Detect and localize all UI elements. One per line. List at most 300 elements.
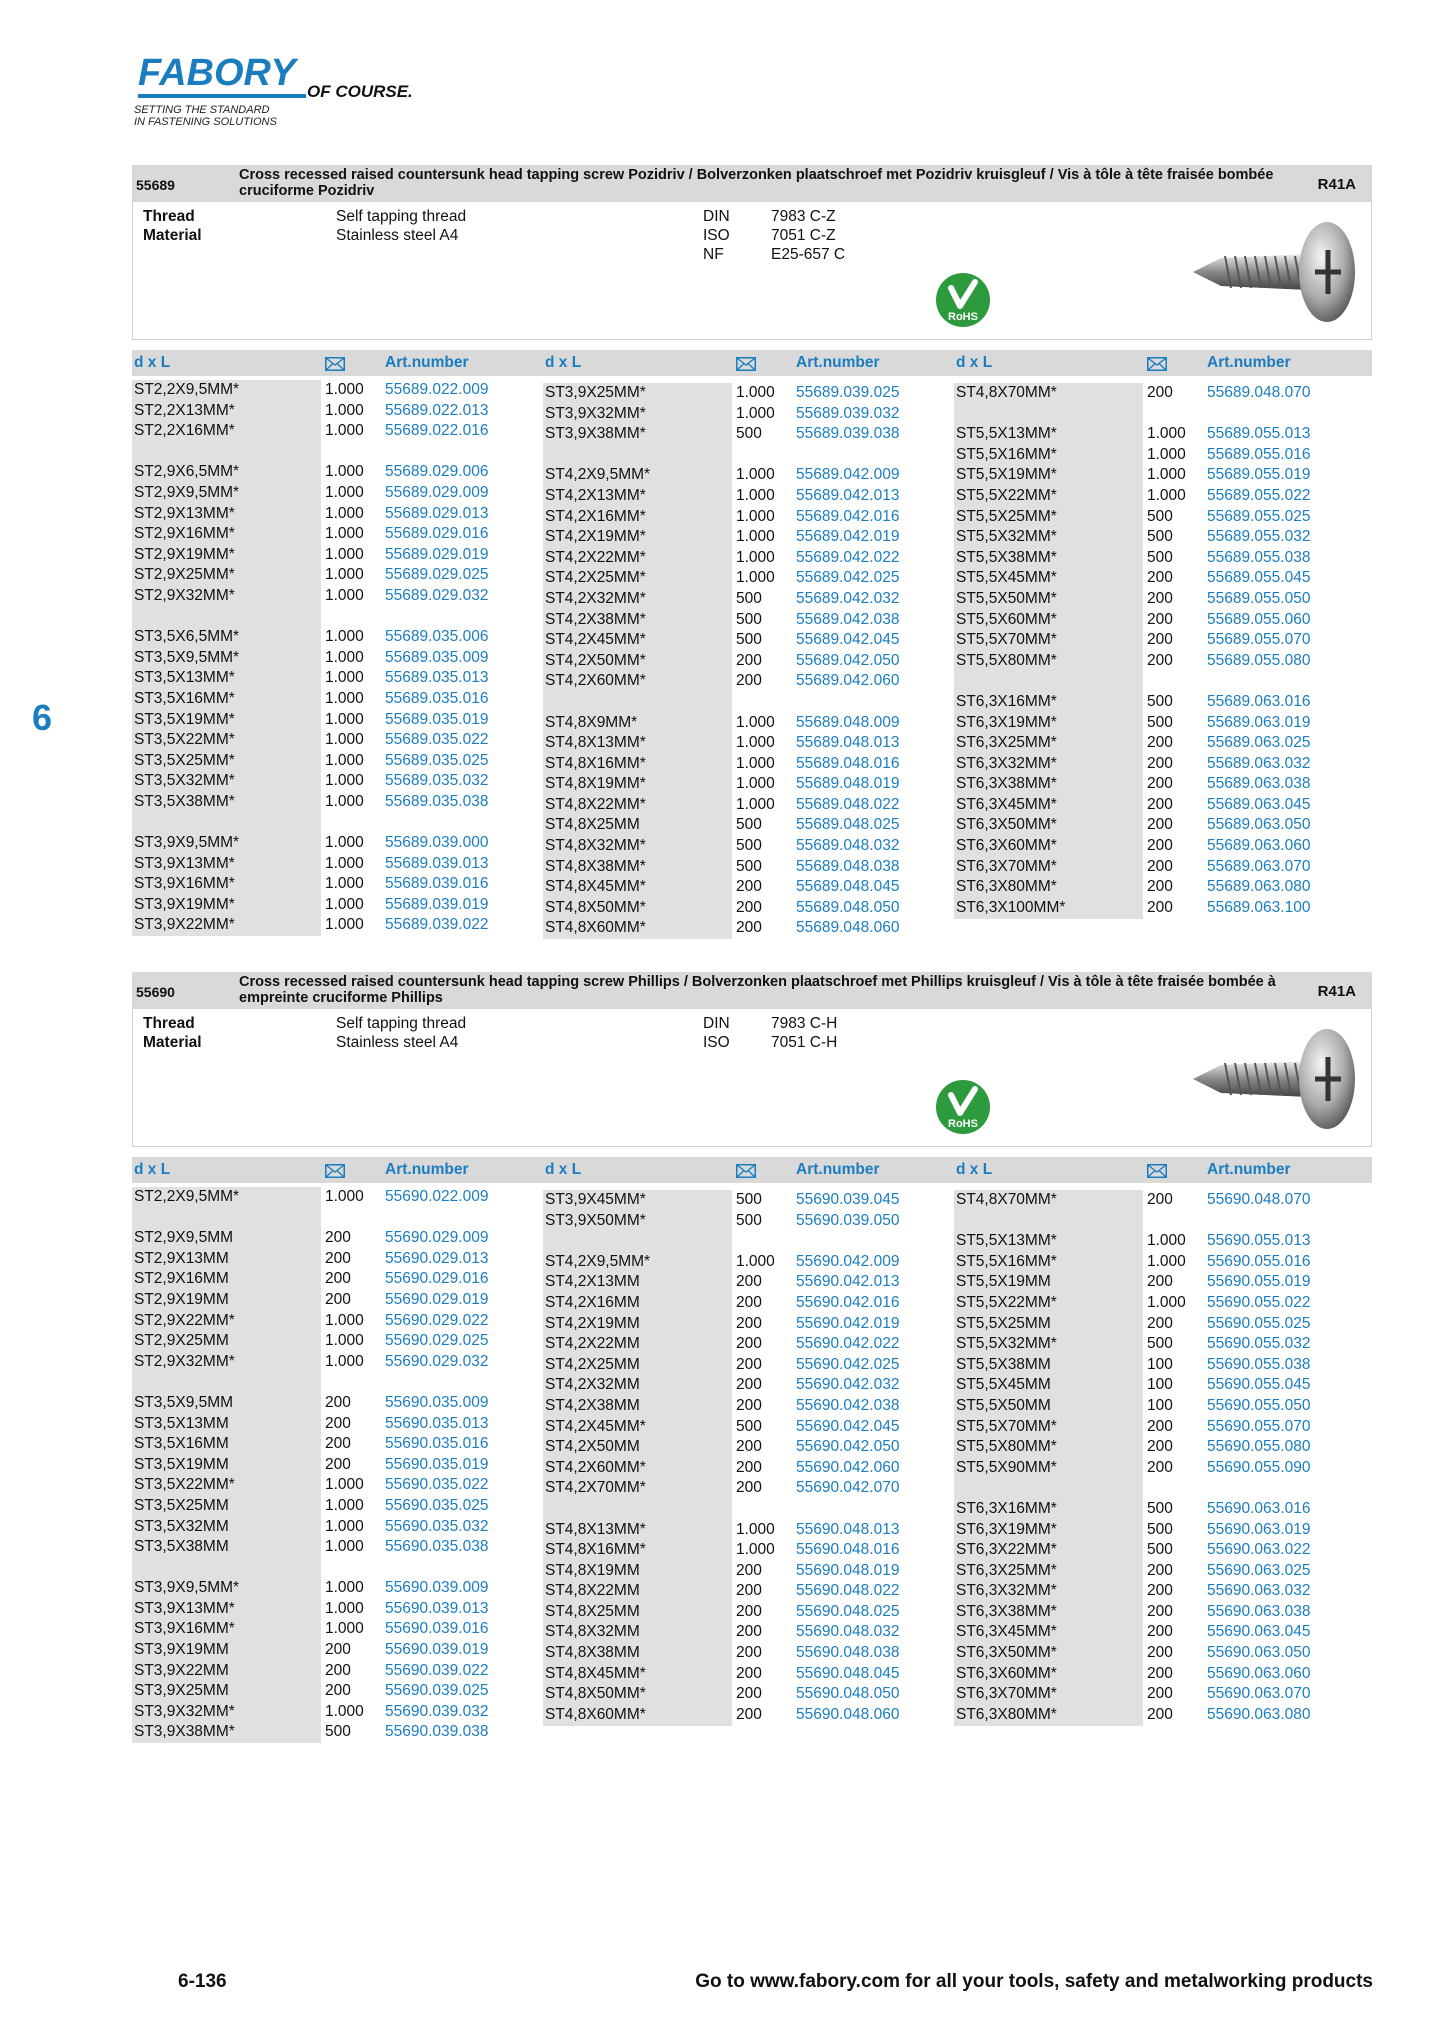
art-number-link[interactable]: 55689.042.032 — [796, 589, 900, 607]
art-number-link[interactable]: 55690.063.038 — [1207, 1602, 1311, 1620]
table-row — [954, 1252, 1365, 1273]
size-cell: ST6,3X32MM* — [956, 1582, 1057, 1600]
art-number-link[interactable]: 55689.055.032 — [1207, 528, 1311, 546]
art-number-link[interactable]: 55689.063.019 — [1207, 713, 1311, 731]
art-number-link[interactable]: 55690.035.038 — [385, 1538, 489, 1556]
product-header — [132, 165, 1372, 202]
table-row — [132, 1722, 543, 1743]
art-number-link[interactable]: 55690.048.050 — [796, 1685, 900, 1703]
art-number-link[interactable]: 55690.063.022 — [1207, 1541, 1311, 1559]
table-row — [132, 1455, 543, 1476]
art-number-link[interactable]: 55689.063.025 — [1207, 734, 1311, 752]
quantity-cell: 200 — [1147, 1664, 1173, 1682]
size-cell: ST4,8X32MM — [545, 1623, 640, 1641]
size-cell: ST5,5X19MM* — [956, 466, 1057, 484]
table-header — [132, 350, 1372, 376]
art-number-link[interactable]: 55689.035.019 — [385, 710, 489, 728]
material-label: Material — [143, 1034, 202, 1051]
quantity-cell: 200 — [736, 1273, 762, 1291]
size-cell: ST3,5X13MM* — [134, 669, 235, 687]
quantity-cell: 500 — [736, 589, 762, 607]
package-icon — [325, 357, 345, 376]
art-number-link[interactable]: 55690.035.025 — [385, 1496, 489, 1514]
quantity-cell: 200 — [1147, 1602, 1173, 1620]
art-number-link[interactable]: 55690.029.032 — [385, 1352, 489, 1370]
art-number-link[interactable]: 55690.035.009 — [385, 1393, 489, 1411]
art-number-link[interactable]: 55689.042.013 — [796, 486, 900, 504]
size-cell: ST3,5X19MM* — [134, 710, 235, 728]
art-number-link[interactable]: 55689.042.038 — [796, 610, 900, 628]
art-number-link[interactable]: 55690.063.060 — [1207, 1664, 1311, 1682]
quantity-cell: 1.000 — [325, 772, 364, 790]
art-number-link[interactable]: 55689.055.025 — [1207, 507, 1311, 525]
table-row — [132, 1702, 543, 1723]
art-number-link[interactable]: 55689.055.013 — [1207, 425, 1311, 443]
table-row — [132, 421, 543, 442]
quantity-cell: 1.000 — [1147, 466, 1186, 484]
quantity-cell: 1.000 — [325, 916, 364, 934]
size-cell: ST3,5X32MM* — [134, 772, 235, 790]
size-cell: ST3,5X16MM — [134, 1435, 229, 1453]
art-number-link[interactable]: 55690.055.032 — [1207, 1335, 1311, 1353]
size-cell: ST6,3X38MM* — [956, 1602, 1057, 1620]
art-number-link[interactable]: 55690.055.025 — [1207, 1314, 1311, 1332]
art-number-link[interactable]: 55689.029.016 — [385, 525, 489, 543]
art-number-link[interactable]: 55690.055.013 — [1207, 1232, 1311, 1250]
art-number-link[interactable]: 55690.048.070 — [1207, 1191, 1311, 1208]
art-number-link[interactable]: 55690.039.032 — [385, 1702, 489, 1720]
rohs-label: RoHS — [948, 1118, 978, 1130]
art-number-link[interactable]: 55689.048.032 — [796, 837, 900, 855]
size-cell: ST4,2X19MM* — [545, 528, 646, 546]
table-column — [954, 383, 1365, 918]
art-number-link[interactable]: 55689.029.013 — [385, 504, 489, 522]
quantity-cell: 1.000 — [325, 1538, 364, 1556]
art-number-link[interactable]: 55690.039.019 — [385, 1641, 489, 1659]
product-title: Cross recessed raised countersunk head tapping screw Pozidriv / Bolverzonken plaatschroef met Pozidriv kruisgleuf / Vis à tôle à tête fraisée bombée cruciforme Pozidriv — [239, 167, 1274, 199]
art-number-link[interactable]: 55690.055.038 — [1207, 1355, 1311, 1373]
quantity-cell: 1.000 — [1147, 425, 1186, 443]
art-number-link[interactable]: 55689.055.022 — [1207, 486, 1311, 504]
table-row — [954, 568, 1365, 589]
art-number-link[interactable]: 55689.055.045 — [1207, 569, 1311, 587]
size-cell: ST2,9X16MM* — [134, 525, 235, 543]
art-number-link[interactable]: 55689.042.009 — [796, 466, 900, 484]
art-number-link[interactable]: 55689.039.000 — [385, 834, 489, 852]
quantity-cell: 200 — [1147, 1705, 1173, 1723]
art-number-link[interactable]: 55690.042.016 — [796, 1293, 900, 1311]
art-number-link[interactable]: 55690.039.022 — [385, 1661, 489, 1679]
art-number-link[interactable]: 55690.048.060 — [796, 1705, 900, 1723]
art-number-link[interactable]: 55689.048.045 — [796, 878, 900, 896]
art-number-header: Art.number — [796, 354, 880, 371]
art-number-link[interactable]: 55690.055.090 — [1207, 1458, 1311, 1476]
art-number-link[interactable]: 55689.035.032 — [385, 772, 489, 790]
art-number-link[interactable]: 55689.035.009 — [385, 648, 489, 666]
art-number-header: Art.number — [385, 354, 469, 371]
art-number-link[interactable]: 55689.055.050 — [1207, 589, 1311, 607]
art-number-link[interactable]: 55690.055.050 — [1207, 1396, 1311, 1414]
table-row — [954, 1272, 1365, 1293]
size-cell: ST4,2X16MM — [545, 1293, 640, 1311]
table-row — [132, 1249, 543, 1270]
art-number-link[interactable]: 55690.042.038 — [796, 1396, 900, 1414]
art-number-link[interactable]: 55689.029.025 — [385, 566, 489, 584]
art-number-link[interactable]: 55690.029.016 — [385, 1270, 489, 1288]
art-number-link[interactable]: 55690.063.080 — [1207, 1705, 1311, 1723]
art-number-link[interactable]: 55689.048.009 — [796, 713, 900, 731]
size-cell: ST2,9X9,5MM — [134, 1229, 234, 1247]
quantity-cell: 200 — [736, 651, 762, 669]
size-cell: ST4,2X38MM — [545, 1396, 640, 1414]
art-number-link[interactable]: 55689.029.009 — [385, 483, 489, 501]
table-row — [132, 1372, 543, 1393]
art-number-link[interactable]: 55689.042.022 — [796, 548, 900, 566]
table-row — [954, 1334, 1365, 1355]
quantity-cell: 200 — [736, 1664, 762, 1682]
art-number-link[interactable]: 55690.035.022 — [385, 1476, 489, 1494]
art-number-link[interactable]: 55689.048.060 — [796, 919, 900, 937]
table-row — [543, 774, 954, 795]
art-number-link[interactable]: 55689.055.016 — [1207, 445, 1311, 463]
table-row — [543, 1561, 954, 1582]
table-row — [543, 445, 954, 466]
size-cell: ST3,9X38MM* — [134, 1723, 235, 1741]
size-cell: ST4,2X32MM* — [545, 589, 646, 607]
table-row — [543, 857, 954, 878]
art-number-link[interactable]: 55689.039.038 — [796, 425, 900, 443]
art-number-link[interactable]: 55690.039.013 — [385, 1599, 489, 1617]
art-number-link[interactable]: 55689.048.022 — [796, 795, 900, 813]
size-cell: ST4,8X60MM* — [545, 1705, 646, 1723]
art-number-link[interactable]: 55690.063.025 — [1207, 1561, 1311, 1579]
art-number-link[interactable]: 55690.063.032 — [1207, 1582, 1311, 1600]
art-number-link[interactable]: 55690.035.013 — [385, 1414, 489, 1432]
quantity-cell: 1.000 — [325, 1311, 364, 1329]
art-number-link[interactable]: 55689.039.032 — [796, 404, 900, 422]
dxl-header: d x L — [545, 354, 582, 371]
art-number-link[interactable]: 55690.035.016 — [385, 1435, 489, 1453]
quantity-cell: 200 — [736, 919, 762, 937]
table-row — [543, 1334, 954, 1355]
art-number-link[interactable]: 55689.029.006 — [385, 463, 489, 481]
art-number-link[interactable]: 55689.048.016 — [796, 754, 900, 772]
art-number-link[interactable]: 55689.048.050 — [796, 898, 900, 916]
table-row — [132, 812, 543, 833]
art-number-link[interactable]: 55689.048.070 — [1207, 384, 1311, 401]
table-row — [132, 1311, 543, 1332]
art-number-link[interactable]: 55689.055.038 — [1207, 548, 1311, 566]
size-cell: ST3,5X38MM — [134, 1538, 229, 1556]
size-cell: ST6,3X25MM* — [956, 1561, 1057, 1579]
art-number-link[interactable]: 55689.022.013 — [385, 401, 489, 419]
table-row — [954, 1705, 1365, 1726]
quantity-cell: 100 — [1147, 1396, 1173, 1414]
art-number-link[interactable]: 55690.055.022 — [1207, 1293, 1311, 1311]
table-row — [543, 733, 954, 754]
size-cell: ST6,3X60MM* — [956, 1664, 1057, 1682]
package-icon — [736, 357, 756, 376]
size-cell: ST6,3X16MM* — [956, 692, 1057, 710]
size-cell: ST2,2X9,5MM* — [134, 1188, 240, 1205]
art-number-link[interactable]: 55690.039.025 — [385, 1682, 489, 1700]
quantity-cell: 500 — [736, 837, 762, 855]
screw-image — [1191, 214, 1359, 324]
table-row — [954, 589, 1365, 610]
table-row — [132, 1414, 543, 1435]
size-cell: ST4,8X50MM* — [545, 898, 646, 916]
table-row — [543, 1684, 954, 1705]
size-cell: ST6,3X50MM* — [956, 1644, 1057, 1662]
art-number-link[interactable]: 55690.029.019 — [385, 1290, 489, 1308]
art-number-link[interactable]: 55690.042.013 — [796, 1273, 900, 1291]
size-cell: ST2,9X9,5MM* — [134, 483, 240, 501]
size-cell: ST6,3X50MM* — [956, 816, 1057, 834]
art-number-header: Art.number — [1207, 1161, 1291, 1178]
table-row — [543, 465, 954, 486]
art-number-link[interactable]: 55689.063.016 — [1207, 692, 1311, 710]
standard-value: 7051 C-Z — [771, 227, 836, 244]
table-row — [954, 1437, 1365, 1458]
size-cell: ST3,9X9,5MM* — [134, 834, 240, 852]
size-cell: ST3,9X13MM* — [134, 1599, 235, 1617]
footer-text: Go to www.fabory.com for all your tools, safety and metalworking products — [695, 1971, 1373, 1992]
art-number-link[interactable]: 55689.042.019 — [796, 528, 900, 546]
art-number-link[interactable]: 55690.042.009 — [796, 1252, 900, 1270]
art-number-link[interactable]: 55690.039.016 — [385, 1620, 489, 1638]
quantity-cell: 1.000 — [1147, 1293, 1186, 1311]
art-number-link[interactable]: 55690.048.032 — [796, 1623, 900, 1641]
art-number-link[interactable]: 55690.042.045 — [796, 1417, 900, 1435]
art-number-link[interactable]: 55690.042.025 — [796, 1355, 900, 1373]
art-number-link[interactable]: 55689.042.050 — [796, 651, 900, 669]
size-cell: ST5,5X45MM* — [956, 569, 1057, 587]
art-number-link[interactable]: 55690.042.050 — [796, 1438, 900, 1456]
table-row — [543, 1458, 954, 1479]
size-cell: ST4,2X45MM* — [545, 631, 646, 649]
quantity-cell: 200 — [736, 1582, 762, 1600]
art-number-link[interactable]: 55689.063.045 — [1207, 795, 1311, 813]
product-info — [132, 1009, 1372, 1147]
art-number-link[interactable]: 55689.042.025 — [796, 569, 900, 587]
art-number-link[interactable]: 55689.048.013 — [796, 734, 900, 752]
table-row — [132, 1434, 543, 1455]
quantity-cell: 500 — [736, 816, 762, 834]
art-number-link[interactable]: 55689.039.013 — [385, 854, 489, 872]
quantity-cell: 1.000 — [325, 525, 364, 543]
quantity-cell: 1.000 — [325, 1599, 364, 1617]
art-number-link[interactable]: 55689.048.019 — [796, 775, 900, 793]
size-cell: ST4,2X45MM* — [545, 1417, 646, 1435]
art-number-link[interactable]: 55689.063.100 — [1207, 898, 1311, 916]
art-number-link[interactable]: 55690.039.038 — [385, 1723, 489, 1741]
quantity-cell: 200 — [1147, 1417, 1173, 1435]
art-number-link[interactable]: 55690.055.019 — [1207, 1273, 1311, 1291]
art-number-link[interactable]: 55690.048.025 — [796, 1602, 900, 1620]
quantity-cell: 1.000 — [325, 895, 364, 913]
art-number-link[interactable]: 55690.039.009 — [385, 1579, 489, 1597]
art-number-link[interactable]: 55690.029.009 — [385, 1229, 489, 1247]
size-cell: ST6,3X70MM* — [956, 1685, 1057, 1703]
art-number-link[interactable]: 55689.035.025 — [385, 751, 489, 769]
art-number-link[interactable]: 55689.055.060 — [1207, 610, 1311, 628]
art-number-link[interactable]: 55689.035.006 — [385, 628, 489, 646]
art-number-link[interactable]: 55689.039.022 — [385, 916, 489, 934]
size-cell: ST4,8X50MM* — [545, 1685, 646, 1703]
art-number-link[interactable]: 55690.055.016 — [1207, 1252, 1311, 1270]
table-row — [132, 1517, 543, 1538]
chapter-number: 6 — [32, 697, 53, 738]
table-row — [132, 1352, 543, 1373]
size-cell: ST3,9X25MM* — [545, 384, 646, 401]
quantity-cell: 500 — [1147, 528, 1173, 546]
art-number-link[interactable]: 55690.048.038 — [796, 1644, 900, 1662]
art-number-link[interactable]: 55690.048.045 — [796, 1664, 900, 1682]
art-number-link[interactable]: 55690.063.045 — [1207, 1623, 1311, 1641]
art-number-link[interactable]: 55689.035.013 — [385, 669, 489, 687]
art-number-link[interactable]: 55689.063.060 — [1207, 837, 1311, 855]
art-number-link[interactable]: 55690.055.070 — [1207, 1417, 1311, 1435]
quantity-cell: 200 — [325, 1249, 351, 1267]
art-number-link[interactable]: 55690.042.022 — [796, 1335, 900, 1353]
art-number-link[interactable]: 55690.055.080 — [1207, 1438, 1311, 1456]
table-row — [543, 1478, 954, 1499]
art-number-link[interactable]: 55689.063.038 — [1207, 775, 1311, 793]
dxl-header: d x L — [956, 354, 993, 371]
art-number-link[interactable]: 55690.042.019 — [796, 1314, 900, 1332]
art-number-link[interactable]: 55690.048.016 — [796, 1541, 900, 1559]
size-cell: ST5,5X25MM — [956, 1314, 1051, 1332]
art-number-link[interactable]: 55690.039.050 — [796, 1211, 900, 1229]
art-number-link[interactable]: 55690.063.070 — [1207, 1685, 1311, 1703]
tagline-line-2: IN FASTENING SOLUTIONS — [134, 116, 277, 128]
quantity-cell: 1.000 — [325, 792, 364, 810]
quantity-cell: 1.000 — [325, 875, 364, 893]
art-number-link[interactable]: 55689.035.022 — [385, 731, 489, 749]
standard-value: 7983 C-H — [771, 1015, 838, 1032]
logo-underline — [138, 94, 306, 98]
art-number-link[interactable]: 55690.035.019 — [385, 1455, 489, 1473]
art-number-link[interactable]: 55690.035.032 — [385, 1517, 489, 1535]
table-row — [954, 1602, 1365, 1623]
art-number-link[interactable]: 55689.035.038 — [385, 792, 489, 810]
size-cell: ST3,9X50MM* — [545, 1211, 646, 1229]
art-number-link[interactable]: 55690.042.060 — [796, 1458, 900, 1476]
art-number-link[interactable]: 55689.048.025 — [796, 816, 900, 834]
quantity-cell: 1.000 — [325, 1579, 364, 1597]
quantity-cell: 500 — [1147, 713, 1173, 731]
art-number-link[interactable]: 55690.063.050 — [1207, 1644, 1311, 1662]
art-number-link[interactable]: 55689.055.080 — [1207, 651, 1311, 669]
art-number-link[interactable]: 55689.055.070 — [1207, 631, 1311, 649]
art-number-link[interactable]: 55690.039.045 — [796, 1191, 900, 1208]
table-row — [543, 1293, 954, 1314]
table-row — [132, 401, 543, 422]
art-number-link[interactable]: 55689.042.016 — [796, 507, 900, 525]
quantity-cell: 1.000 — [325, 1496, 364, 1514]
art-number-link[interactable]: 55689.055.019 — [1207, 466, 1311, 484]
size-cell: ST2,2X9,5MM* — [134, 381, 240, 398]
art-number-link[interactable]: 55689.035.016 — [385, 689, 489, 707]
art-number-link[interactable]: 55690.029.022 — [385, 1311, 489, 1329]
art-number-link[interactable]: 55689.029.032 — [385, 586, 489, 604]
art-number-link[interactable]: 55689.039.019 — [385, 895, 489, 913]
size-cell: ST5,5X90MM* — [956, 1458, 1057, 1476]
quantity-cell: 200 — [1147, 610, 1173, 628]
art-number-link[interactable]: 55690.029.025 — [385, 1332, 489, 1350]
art-number-link[interactable]: 55690.022.009 — [385, 1188, 489, 1205]
product-info — [132, 202, 1372, 340]
quantity-cell: 200 — [1147, 1458, 1173, 1476]
table-row — [132, 854, 543, 875]
art-number-link[interactable]: 55689.063.070 — [1207, 857, 1311, 875]
table-row — [954, 1684, 1365, 1705]
quantity-cell: 1.000 — [1147, 1252, 1186, 1270]
table-row — [543, 589, 954, 610]
art-number-link[interactable]: 55689.029.019 — [385, 545, 489, 563]
art-number-link[interactable]: 55690.042.032 — [796, 1376, 900, 1394]
art-number-link[interactable]: 55690.042.070 — [796, 1479, 900, 1497]
size-cell: ST3,9X22MM — [134, 1661, 229, 1679]
quantity-cell: 500 — [1147, 1541, 1173, 1559]
product-code: 55690 — [136, 984, 175, 1000]
quantity-cell: 200 — [736, 1479, 762, 1497]
size-cell: ST3,5X22MM* — [134, 731, 235, 749]
art-number-link[interactable]: 55689.022.016 — [385, 422, 489, 440]
size-cell: ST3,5X16MM* — [134, 689, 235, 707]
quantity-cell: 500 — [736, 425, 762, 443]
table-row — [543, 692, 954, 713]
dxl-header: d x L — [134, 1161, 171, 1178]
art-number-link[interactable]: 55690.063.019 — [1207, 1520, 1311, 1538]
art-number-link[interactable]: 55689.042.045 — [796, 631, 900, 649]
art-number-link[interactable]: 55689.022.009 — [385, 381, 489, 398]
table-row — [543, 1211, 954, 1232]
size-cell: ST3,5X38MM* — [134, 792, 235, 810]
size-cell: ST4,8X32MM* — [545, 837, 646, 855]
size-cell: ST4,2X13MM — [545, 1273, 640, 1291]
art-number-link[interactable]: 55690.048.019 — [796, 1561, 900, 1579]
table-row — [543, 1272, 954, 1293]
art-number-link[interactable]: 55689.063.050 — [1207, 816, 1311, 834]
table-row — [543, 1622, 954, 1643]
size-cell: ST5,5X13MM* — [956, 425, 1057, 443]
art-number-link[interactable]: 55689.063.032 — [1207, 754, 1311, 772]
art-number-link[interactable]: 55690.029.013 — [385, 1249, 489, 1267]
size-cell: ST4,2X25MM — [545, 1355, 640, 1373]
quantity-cell: 200 — [1147, 1191, 1173, 1208]
table-row — [954, 651, 1365, 672]
table-row — [543, 630, 954, 651]
size-cell: ST4,8X25MM — [545, 1602, 640, 1620]
art-number-link[interactable]: 55689.042.060 — [796, 672, 900, 690]
quantity-cell: 1.000 — [736, 713, 775, 731]
art-number-link[interactable]: 55690.048.022 — [796, 1582, 900, 1600]
size-cell: ST5,5X32MM* — [956, 528, 1057, 546]
art-number-link[interactable]: 55689.039.016 — [385, 875, 489, 893]
quantity-cell: 1.000 — [325, 834, 364, 852]
quantity-cell: 200 — [1147, 1582, 1173, 1600]
art-number-link[interactable]: 55690.063.016 — [1207, 1499, 1311, 1517]
art-number-link[interactable]: 55690.055.045 — [1207, 1376, 1311, 1394]
art-number-link[interactable]: 55690.048.013 — [796, 1520, 900, 1538]
art-number-link[interactable]: 55689.048.038 — [796, 857, 900, 875]
quantity-cell: 1.000 — [736, 1541, 775, 1559]
art-number-link[interactable]: 55689.039.025 — [796, 384, 900, 401]
art-number-link[interactable]: 55689.063.080 — [1207, 878, 1311, 896]
rohs-badge — [935, 272, 991, 328]
size-cell: ST2,2X16MM* — [134, 422, 235, 440]
